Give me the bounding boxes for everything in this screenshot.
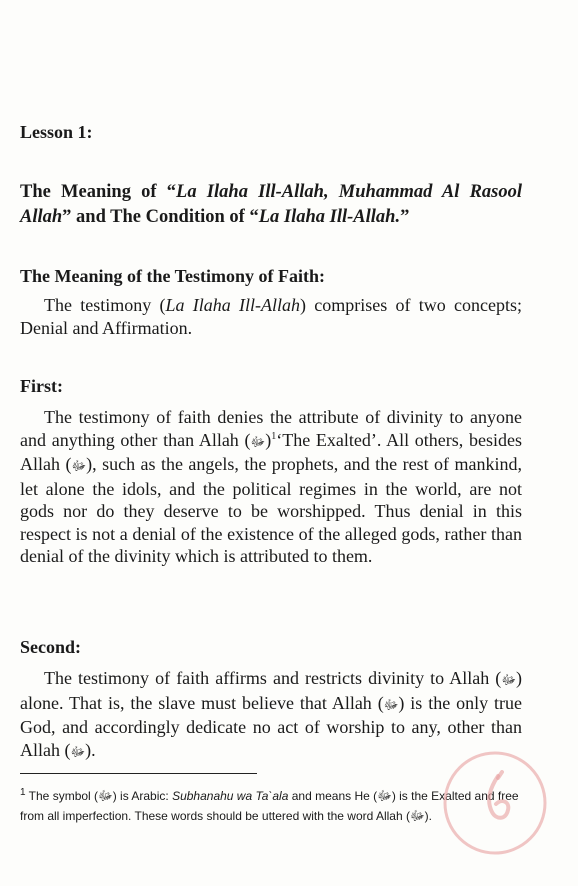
- lesson-title: [20, 180, 522, 230]
- title-italic: La Ilaha Ill-Allah.: [258, 207, 401, 227]
- meaning-heading: The Meaning of the Testimony of Faith:: [20, 266, 326, 286]
- seal-icon: ﷻ: [377, 788, 392, 803]
- first-heading: First:: [20, 376, 63, 396]
- footnote-divider: [20, 773, 257, 774]
- seal-icon: ﷻ: [71, 458, 87, 473]
- first-paragraph: [20, 406, 522, 568]
- para-text: ‘The Exalted’. All others, besides Allah (: [20, 429, 522, 474]
- title-text: The Meaning of “: [20, 182, 177, 202]
- title-text: ”: [400, 207, 410, 227]
- para-text: ) alone. That is, the slave must believe that Allah (: [20, 668, 522, 713]
- seal-icon: ﷻ: [409, 808, 425, 823]
- seal-icon: ﷻ: [250, 433, 266, 449]
- para-text: The testimony of faith denies the attribute of divinity to anyone and anything other than Allah (: [20, 407, 522, 450]
- seal-icon: ﷻ: [98, 788, 113, 803]
- footnote-italic: Subhanahu wa Ta`ala: [172, 789, 289, 803]
- meaning-paragraph: [20, 294, 522, 339]
- para-text: The testimony (: [44, 295, 166, 315]
- para-text: ): [265, 429, 272, 450]
- para-text: ) comprises of two concepts; Denial and Affirmation.: [20, 295, 522, 338]
- para-text: ).: [85, 739, 96, 760]
- para-italic: La Ilaha Ill-Allah: [165, 295, 301, 315]
- footnote-text: ).: [424, 809, 433, 823]
- footnote-text: ) is the Exalted and free from all imperfection. These words should be uttered with the word Allah (: [20, 789, 519, 823]
- second-heading: Second:: [20, 637, 82, 657]
- seal-icon: ﷻ: [383, 696, 399, 712]
- seal-icon: ﷻ: [501, 672, 516, 687]
- title-text: ” and The Condition of “: [62, 207, 259, 227]
- footnote-text: and means He (: [288, 789, 378, 803]
- para-text: ), such as the angels, the prophets, and the rest of mankind, let alone the idols, and the political regimes in the world, are not gods nor do they deserve to be worshipped. Thus denial in this respect is not a denial of the existence of the alleged gods, rather than denial of the divinity which is attributed to them.: [20, 454, 522, 566]
- footnote-ref[interactable]: 1: [271, 430, 277, 442]
- title-italic: La Ilaha Ill-Allah, Muhammad Al Rasool Allah: [20, 182, 523, 227]
- para-text: ) is the only true God, and accordingly dedicate no act of worship to any, other than Allah (: [20, 692, 522, 760]
- lesson-heading: Lesson 1:: [20, 122, 93, 142]
- footnote-text: ) is Arabic:: [112, 789, 173, 803]
- footnote-number: 1: [20, 787, 26, 798]
- footnote-text: The symbol (: [25, 789, 99, 803]
- para-text: The testimony of faith affirms and restricts divinity to Allah (: [44, 668, 502, 688]
- seal-icon: ﷻ: [70, 743, 86, 759]
- watermark-logo-icon: [440, 748, 550, 858]
